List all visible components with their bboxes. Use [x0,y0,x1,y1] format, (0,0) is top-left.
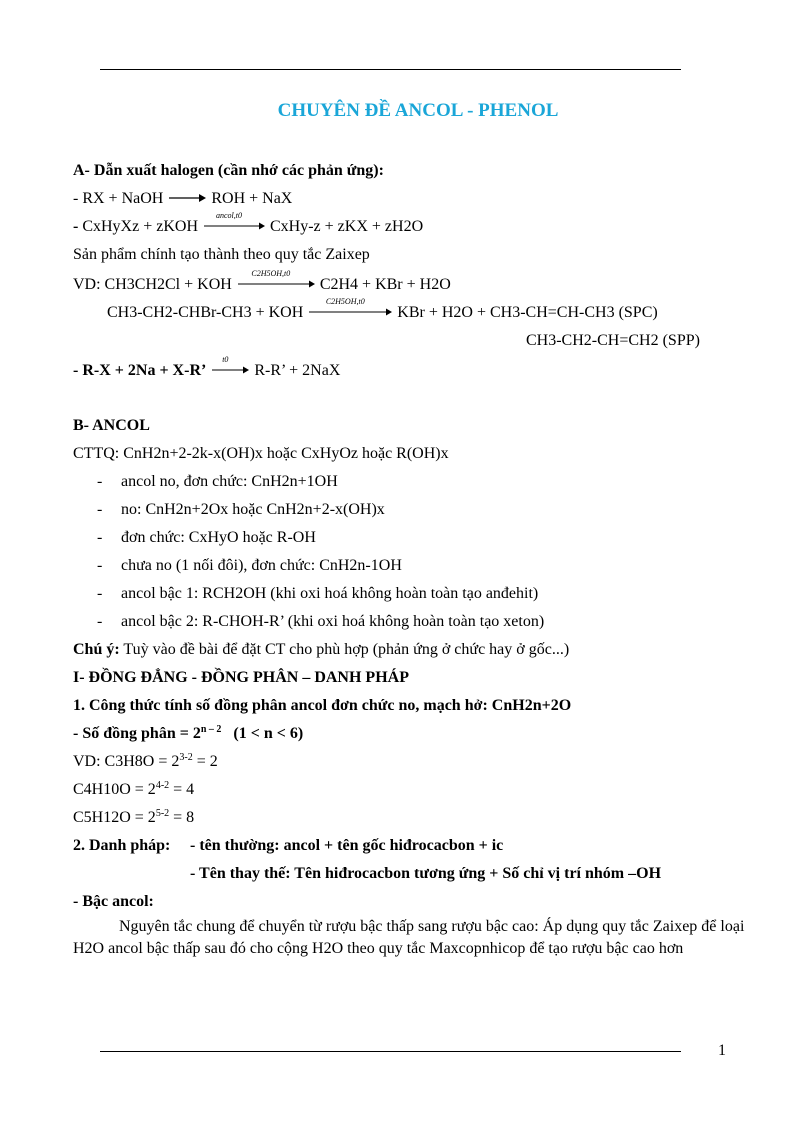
isomer-example-2 [73,780,194,800]
isomer-example-1 [73,752,218,772]
isomer-example-3 [73,808,194,828]
isomer-example-1-left: VD: C3H8O = 2 [73,753,180,770]
example-2-second-product: CH3-CH2-CH=CH2 (SPP) [526,332,700,349]
isomer-example-2-exponent: 4-2 [155,780,170,791]
example-2-left: CH3-CH2-CHBr-CH3 + KOH [107,304,304,321]
example-1 [73,269,451,295]
bullet-dash: - [97,529,103,546]
item-2-substitutive-name: - Tên thay thế: Tên hiđrocacbon tương ứng + Số chỉ vị trí nhóm –OH [190,865,662,882]
bullet-dash: - [97,501,103,518]
paragraph: Nguyên tắc chung để chuyển từ rượu bậc thấp sang rượu bậc cao: Áp dụng quy tắc Zaixep để loại H2O ancol bậc thấp sau đó cho cộng H2O theo quy tắc Maxcopnhicop để tạo rượu bậc cao hơn [73,918,745,957]
isomer-example-3-result: = 8 [169,809,195,826]
list-item: ancol no, đơn chức: CnH2n+1OH [121,473,338,490]
reaction-3-left: - R-X + 2Na + X-R’ [73,362,207,379]
isomer-example-1-exponent: 3-2 [179,752,193,763]
list-item: chưa no (1 nối đôi), đơn chức: CnH2n-1OH [121,557,402,574]
isomer-example-3-left: C5H12O = 2 [73,809,156,826]
top-rule [100,69,681,70]
reaction-2: - CxHyXz + zKOH ancol,t0 CxHy-z + zKX + zH2O [73,211,424,235]
reaction-2-left: CxHyXz + zKOH [82,218,198,235]
bullet-dash: - [97,585,103,602]
reaction-1-right: ROH + NaX [211,190,293,207]
bullet-dash: - [97,613,103,630]
list-item: ancol bậc 1: RCH2OH (khi oxi hoá không hoàn toàn tạo anđehit) [121,585,539,602]
section-i-heading: I- ĐỒNG ĐẲNG - ĐỒNG PHÂN – DANH PHÁP [73,669,409,686]
list-item: đơn chức: CxHyO hoặc R-OH [121,529,316,546]
note [73,640,569,660]
example-1-condition: C2H5OH,t0 [251,269,291,278]
isomer-count-formula [73,724,303,744]
bottom-rule [100,1051,681,1052]
reaction-1-left: - RX + NaOH [73,190,164,207]
isomer-example-2-result: = 4 [169,781,195,798]
bullet-dash: - [97,557,103,574]
isomer-count-range: (1 < n < 6) [221,725,304,742]
isomer-count-left: - Số đồng phân = 2 [73,725,201,742]
arrow-icon [236,269,316,289]
note-text: Tuỳ vào đề bài để đặt CT cho phù hợp (phản ứng ở chức hay ở gốc...) [119,641,570,658]
isomer-count-exponent: n – 2 [200,724,222,735]
arrow-icon [210,355,250,375]
section-b-heading: B- ANCOL [73,417,150,434]
reaction-2-condition: ancol,t0 [216,211,242,220]
alcohol-degree-heading: - Bậc ancol: [73,893,154,910]
page-title: CHUYÊN ĐỀ ANCOL - PHENOL [277,100,559,121]
arrow-icon [202,211,266,231]
note-label: Chú ý: [73,641,120,658]
item-2-label: 2. Danh pháp: [73,837,171,854]
reaction-1 [73,189,292,209]
page-number: 1 [718,1042,726,1059]
reaction-3-right: R-R’ + 2NaX [254,362,341,379]
arrow-icon [167,193,207,203]
bullet-dash: - [97,473,103,490]
reaction-2-right: CxHy-z + zKX + zH2O [270,218,424,235]
example-2-condition: C2H5OH,t0 [325,297,365,306]
isomer-example-3-exponent: 5-2 [155,808,170,819]
reaction-3-condition: t0 [222,355,229,364]
isomer-example-2-left: C4H10O = 2 [73,781,156,798]
list-item: ancol bậc 2: R-CHOH-R’ (khi oxi hoá không hoàn toàn tạo xeton) [121,613,545,630]
arrow-icon [307,297,393,317]
section-a-heading: A- Dẫn xuất halogen (cần nhớ các phản ứng): [73,162,384,179]
example-1-right: C2H4 + KBr + H2O [319,276,451,293]
isomer-example-1-result: = 2 [192,753,218,770]
cttq-text: CTTQ: CnH2n+2-2k-x(OH)x hoặc CxHyOz hoặc R(OH)x [73,445,449,462]
item-1-heading: 1. Công thức tính số đồng phân ancol đơn chức no, mạch hở: CnH2n+2O [73,697,572,714]
example-1-left: VD: CH3CH2Cl + KOH [73,276,232,293]
list-item: no: CnH2n+2Ox hoặc CnH2n+2-x(OH)x [121,501,385,518]
rule-text: Sản phẩm chính tạo thành theo quy tắc Zaixep [73,246,370,263]
example-2 [107,297,658,323]
example-2-right: KBr + H2O + CH3-CH=CH-CH3 (SPC) [397,304,658,321]
reaction-3 [73,355,341,381]
item-2-common-name: - tên thường: ancol + tên gốc hiđrocacbon + ic [190,837,504,854]
